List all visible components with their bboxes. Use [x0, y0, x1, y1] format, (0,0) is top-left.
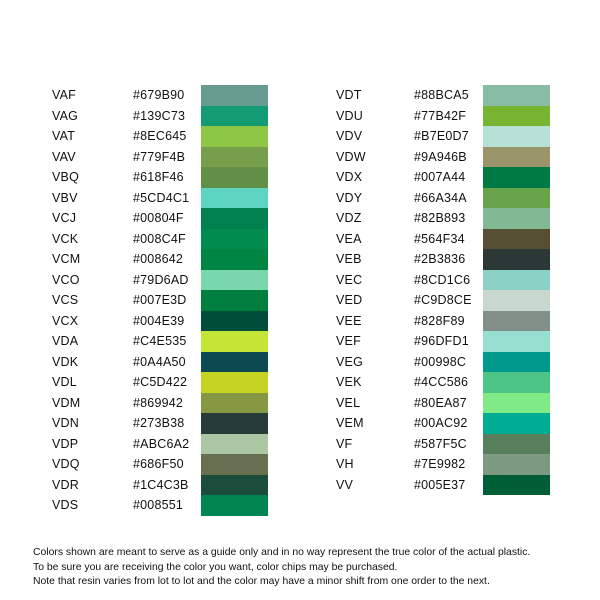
color-code: VAF — [52, 88, 76, 102]
color-row — [336, 393, 586, 414]
color-hex: #779F4B — [133, 149, 186, 164]
color-code: VDV — [336, 129, 363, 143]
color-hex: #828F89 — [414, 313, 465, 328]
color-row — [52, 475, 302, 496]
color-swatch — [483, 106, 550, 127]
color-code: VEF — [336, 334, 361, 348]
color-row — [336, 311, 586, 332]
color-swatch — [201, 352, 268, 373]
color-hex: #C5D422 — [133, 375, 188, 389]
color-row — [336, 229, 586, 250]
color-code: VH — [336, 457, 354, 471]
color-code: VDM — [52, 395, 81, 410]
color-hex: #008551 — [133, 498, 184, 512]
color-code: VEM — [336, 416, 364, 430]
color-swatch — [483, 229, 550, 250]
color-swatch — [483, 270, 550, 291]
color-swatch — [201, 147, 268, 168]
color-code: VDW — [336, 149, 366, 164]
color-hex: #1C4C3B — [133, 477, 189, 492]
color-code: VDA — [52, 334, 79, 348]
color-hex: #C9D8CE — [414, 293, 472, 307]
color-swatch — [483, 290, 550, 311]
color-row — [336, 290, 586, 311]
color-swatch — [201, 331, 268, 352]
color-hex: #007A44 — [414, 170, 466, 184]
color-code: VDX — [336, 170, 363, 184]
color-hex: #5CD4C1 — [133, 190, 190, 205]
color-swatch — [201, 454, 268, 475]
color-row — [52, 290, 302, 311]
color-swatch — [483, 126, 550, 147]
color-code: VCO — [52, 272, 80, 287]
color-code: VDP — [52, 436, 79, 451]
color-hex: #96DFD1 — [414, 334, 469, 348]
color-swatch — [483, 167, 550, 188]
color-code: VED — [336, 293, 363, 307]
color-hex: #66A34A — [414, 190, 467, 205]
color-swatch — [201, 290, 268, 311]
color-row — [52, 454, 302, 475]
color-code: VEL — [336, 395, 361, 410]
color-column-left — [52, 85, 302, 516]
color-swatch — [201, 311, 268, 332]
color-code: VDS — [52, 498, 79, 512]
color-hex: #008C4F — [133, 231, 186, 246]
color-row — [52, 331, 302, 352]
color-row — [52, 126, 302, 147]
color-code: VV — [336, 477, 354, 492]
color-hex: #8EC645 — [133, 129, 187, 143]
color-row — [336, 331, 586, 352]
color-hex: #88BCA5 — [414, 88, 469, 102]
color-hex: #587F5C — [414, 436, 467, 451]
disclaimer — [33, 546, 593, 590]
color-row — [52, 249, 302, 270]
color-hex: #564F34 — [414, 231, 465, 246]
color-row — [52, 311, 302, 332]
color-code: VEK — [336, 375, 362, 389]
color-row — [52, 393, 302, 414]
color-hex: #00AC92 — [414, 416, 468, 430]
color-row — [52, 106, 302, 127]
color-code: VCJ — [52, 211, 77, 225]
color-code: VEE — [336, 313, 362, 328]
color-row — [52, 167, 302, 188]
color-swatch — [483, 352, 550, 373]
color-code: VDU — [336, 108, 363, 123]
color-hex: #82B893 — [414, 211, 466, 225]
color-row — [336, 167, 586, 188]
color-swatch — [483, 454, 550, 475]
color-swatch — [201, 126, 268, 147]
color-row — [52, 270, 302, 291]
color-hex: #8CD1C6 — [414, 272, 471, 287]
color-code: VAV — [52, 149, 76, 164]
color-hex: #686F50 — [133, 457, 184, 471]
color-code: VDK — [52, 354, 79, 369]
color-hex: #00998C — [414, 354, 467, 369]
color-code: VCX — [52, 313, 79, 328]
color-swatch — [201, 434, 268, 455]
color-code: VDT — [336, 88, 362, 102]
color-row — [336, 249, 586, 270]
color-row — [336, 454, 586, 475]
color-code: VAT — [52, 129, 76, 143]
color-code: VEC — [336, 272, 363, 287]
color-row — [336, 413, 586, 434]
color-swatch — [483, 85, 550, 106]
color-code: VDR — [52, 477, 79, 492]
color-hex: #79D6AD — [133, 272, 189, 287]
color-code: VAG — [52, 108, 79, 123]
color-code: VEG — [336, 354, 363, 369]
color-hex: #77B42F — [414, 108, 467, 123]
color-code: VDL — [52, 375, 77, 389]
color-swatch — [201, 495, 268, 516]
color-swatch — [201, 188, 268, 209]
color-hex: #7E9982 — [414, 457, 466, 471]
color-swatch — [201, 413, 268, 434]
color-hex: #005E37 — [414, 477, 466, 492]
color-swatch — [201, 229, 268, 250]
color-hex: #0A4A50 — [133, 354, 186, 369]
color-row — [336, 352, 586, 373]
color-swatch — [483, 372, 550, 393]
color-row — [336, 270, 586, 291]
color-row — [52, 147, 302, 168]
color-row — [52, 495, 302, 516]
color-code: VCK — [52, 231, 79, 246]
color-code: VF — [336, 436, 353, 451]
color-row — [52, 85, 302, 106]
color-hex: #C4E535 — [133, 334, 187, 348]
color-swatch — [201, 393, 268, 414]
color-swatch — [483, 413, 550, 434]
color-swatch — [201, 208, 268, 229]
color-swatch — [483, 147, 550, 168]
color-swatch — [201, 167, 268, 188]
color-swatch — [201, 372, 268, 393]
color-swatch — [483, 434, 550, 455]
color-row — [336, 188, 586, 209]
color-hex: #139C73 — [133, 108, 186, 123]
color-hex: #00804F — [133, 211, 184, 225]
color-swatch — [201, 270, 268, 291]
color-hex: #618F46 — [133, 170, 184, 184]
color-row — [336, 106, 586, 127]
color-hex: #9A946B — [414, 149, 467, 164]
color-hex: #4CC586 — [414, 375, 469, 389]
color-swatch — [483, 208, 550, 229]
color-code: VDY — [336, 190, 363, 205]
color-code: VDQ — [52, 457, 80, 471]
color-swatch — [483, 331, 550, 352]
color-row — [336, 85, 586, 106]
color-hex: #2B3836 — [414, 252, 466, 266]
color-row — [52, 372, 302, 393]
color-hex: #273B38 — [133, 416, 185, 430]
color-swatch — [483, 393, 550, 414]
color-row — [52, 413, 302, 434]
disclaimer-line-1: Colors shown are meant to serve as a guide only and in no way represent the true color of the actual plastic. — [33, 547, 531, 558]
disclaimer-line-2: To be sure you are receiving the color you want, color chips may be purchased. — [33, 561, 398, 573]
color-row — [336, 208, 586, 229]
color-hex: #B7E0D7 — [414, 129, 469, 143]
color-code: VBV — [52, 190, 78, 205]
disclaimer-line-3: Note that resin varies from lot to lot and the color may have a minor shift from one order to the next. — [33, 576, 490, 588]
color-hex: #004E39 — [133, 313, 185, 328]
color-hex: #679B90 — [133, 88, 185, 102]
color-swatch — [201, 475, 268, 496]
color-row — [52, 188, 302, 209]
color-code: VDZ — [336, 211, 362, 225]
color-code: VEB — [336, 252, 362, 266]
color-row — [336, 372, 586, 393]
color-row — [52, 434, 302, 455]
color-swatch — [483, 311, 550, 332]
color-hex: #80EA87 — [414, 395, 467, 410]
color-swatch — [483, 475, 550, 496]
color-code: VCS — [52, 293, 79, 307]
color-swatch — [201, 249, 268, 270]
color-row — [336, 434, 586, 455]
color-swatch — [483, 188, 550, 209]
color-row — [336, 126, 586, 147]
color-code: VBQ — [52, 170, 79, 184]
color-code: VDN — [52, 416, 79, 430]
color-code: VCM — [52, 252, 81, 266]
color-row — [52, 352, 302, 373]
color-hex: #008642 — [133, 252, 184, 266]
color-row — [52, 229, 302, 250]
color-row — [336, 475, 586, 496]
color-column-right — [336, 85, 586, 495]
color-hex: #007E3D — [133, 293, 187, 307]
color-swatch — [201, 85, 268, 106]
color-row — [52, 208, 302, 229]
color-row — [336, 147, 586, 168]
color-hex: #869942 — [133, 395, 184, 410]
color-code: VEA — [336, 231, 362, 246]
color-hex: #ABC6A2 — [133, 436, 190, 451]
color-swatch — [201, 106, 268, 127]
color-swatch — [483, 249, 550, 270]
